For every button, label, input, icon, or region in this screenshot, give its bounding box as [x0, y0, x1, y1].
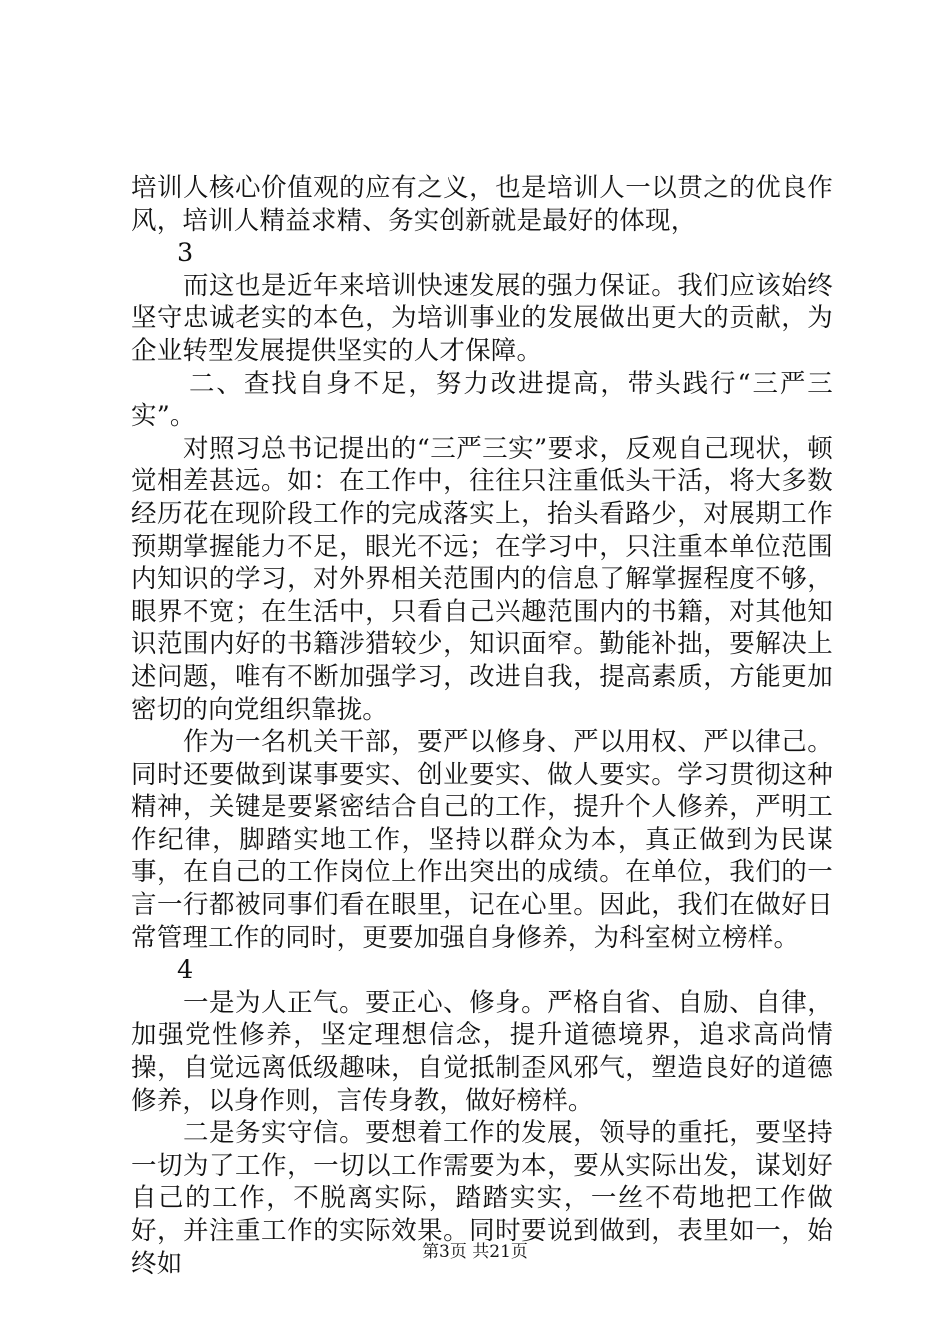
- paragraph-continuation: 培训人核心价值观的应有之义，也是培训人一以贯之的优良作风，培训人精益求精、务实创新就是最好的体现，: [131, 173, 833, 236]
- paragraph: 一是为人正气。要正心、修身。严格自省、自励、自律，加强党性修养，坚定理想信念，提升道德境界，追求高尚情操，自觉远离低级趣味，自觉抵制歪风邪气，塑造良好的道德修养，以身作则，言传身教，做好榜样。: [131, 987, 833, 1116]
- paragraph: 对照习总书记提出的“三严三实”要求，反观自己现状，顿觉相差甚远。如：在工作中，往往只注重低头干活，将大多数经历花在现阶段工作的完成落实上，抬头看路少，对展期工作预期掌握能力不足，眼光不远；在学习中，只注重本单位范围内知识的学习，对外界相关范围内的信息了解掌握程度不够，眼界不宽；在生活中，只看自己兴趣范围内的书籍，对其他知识范围内好的书籍涉猎较少，知识面窄。勤能补拙，要解决上述问题，唯有不断加强学习，改进自我，提高素质，方能更加密切的向党组织靠拢。: [131, 433, 833, 725]
- section-heading: 二、查找自身不足，努力改进提高，带头践行“三严三实”。: [131, 368, 833, 432]
- paragraph: 作为一名机关干部，要严以修身、严以用权、严以律己。同时还要做到谋事要实、创业要实、做人要实。学习贯彻这种精神，关键是要紧密结合自己的工作，提升个人修养，严明工作纪律，脚踏实地工作，坚持以群众为本，真正做到为民谋事，在自己的工作岗位上作出突出的成绩。在单位，我们的一言一行都被同事们看在眼里，记在心里。因此，我们在做好日常管理工作的同时，更要加强自身修养，为科室树立榜样。: [131, 727, 833, 953]
- paragraph: 二是务实守信。要想着工作的发展，领导的重托，要坚持一切为了工作，一切以工作需要为本，要从实际出发，谋划好自己的工作，不脱离实际，踏踏实实，一丝不苟地把工作做好，并注重工作的实际效果。同时要说到做到，表里如一，始终如: [131, 1118, 833, 1279]
- page-marker-3: 3: [177, 238, 194, 269]
- page-marker-4: 4: [177, 955, 194, 986]
- page-footer: 第3页 共21页: [422, 1242, 528, 1262]
- document-body: [131, 172, 833, 1280]
- paragraph: 而这也是近年来培训快速发展的强力保证。我们应该始终坚守忠诚老实的本色，为培训事业的发展做出更大的贡献，为企业转型发展提供坚实的人才保障。: [131, 270, 833, 366]
